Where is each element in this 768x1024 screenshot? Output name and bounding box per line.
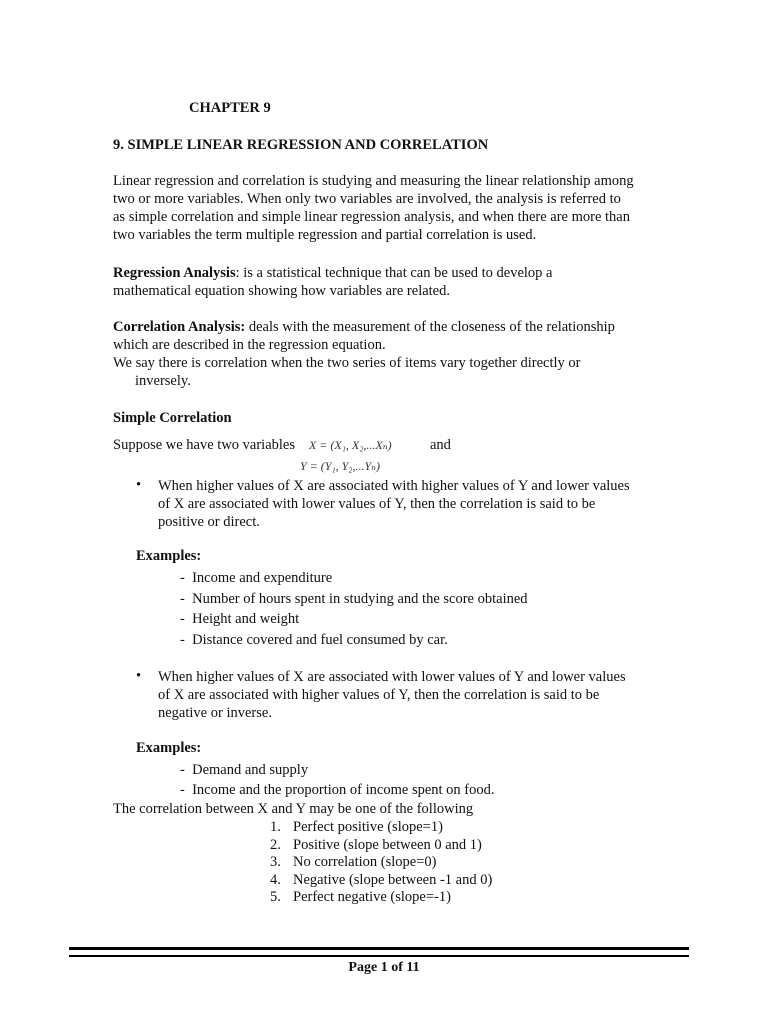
list-item: Perfect negative (slope=-1) (293, 889, 451, 905)
intro-line: two or more variables. When only two variables are involved, the analysis is referred to (113, 191, 621, 207)
list-number: 2. (270, 836, 281, 853)
example-item: Height and weight (192, 611, 300, 627)
types-intro: The correlation between X and Y may be one of the following (113, 801, 474, 817)
intro-line: as simple correlation and simple linear regression analysis, and when there are more than (113, 209, 630, 225)
example-item: Income and expenditure (192, 570, 333, 586)
positive-line: When higher values of X are associated with higher values of Y and lower values (158, 478, 630, 494)
example-item: Income and the proportion of income spent on food. (192, 782, 495, 798)
regression-text-2: mathematical equation showing how variables are related. (113, 283, 450, 299)
correlation-text: deals with the measurement of the closeness of the relationship (245, 319, 615, 335)
simple-correlation-heading: Simple Correlation (113, 410, 232, 426)
negative-examples (180, 761, 580, 801)
list-item: Negative (slope between -1 and 0) (293, 871, 493, 888)
regression-definition (113, 264, 654, 300)
correlation-term: Correlation Analysis: (113, 319, 246, 335)
footer-rule-thick (69, 947, 689, 950)
examples-label: Examples: (136, 740, 202, 756)
section-title: 9. SIMPLE LINEAR REGRESSION AND CORRELATION (113, 137, 489, 153)
dash-icon: - (180, 631, 193, 648)
list-item: Positive (slope between 0 and 1) (293, 836, 482, 853)
positive-line: positive or direct. (158, 514, 260, 530)
positive-bullet (158, 477, 654, 531)
suppose-text: Suppose we have two variables (113, 437, 296, 453)
list-number: 3. (270, 854, 281, 870)
y-formula: Y = (Y₁, Y₂,...Yₙ) (300, 459, 380, 473)
example-item: Distance covered and fuel consumed by car. (192, 631, 448, 648)
list-number: 4. (270, 871, 281, 888)
dash-icon: - (180, 590, 193, 607)
regression-text: : is a statistical technique that can be used to develop a (235, 265, 553, 281)
footer-rule-thin (69, 955, 689, 957)
list-item: No correlation (slope=0) (293, 854, 437, 870)
example-item: Number of hours spent in studying and the score obtained (192, 590, 528, 607)
dash-icon: - (180, 611, 193, 627)
correlation-types-list (270, 818, 570, 908)
correlation-definition (113, 318, 654, 390)
and-text: and (430, 437, 451, 453)
negative-line: of X are associated with higher values of Y, then the correlation is said to be (158, 687, 600, 703)
example-item: Demand and supply (192, 762, 309, 778)
x-formula: X = (X₁, X₂,...Xₙ) (309, 438, 392, 452)
intro-line: Linear regression and correlation is studying and measuring the linear relationship among (113, 173, 634, 189)
dash-icon: - (180, 570, 193, 586)
correlation-text-2: which are described in the regression equation. (113, 337, 386, 353)
positive-line: of X are associated with lower values of Y, then the correlation is said to be (158, 496, 596, 512)
positive-examples (180, 569, 580, 651)
negative-line: negative or inverse. (158, 705, 272, 721)
dash-icon: - (180, 762, 193, 778)
correlation-text-4: inversely. (135, 373, 191, 389)
list-number: 1. (270, 819, 281, 835)
examples-label: Examples: (136, 548, 202, 564)
negative-line: When higher values of X are associated with lower values of Y and lower values (158, 669, 626, 685)
intro-paragraph (113, 172, 654, 244)
list-item: Perfect positive (slope=1) (293, 819, 443, 835)
correlation-text-3: We say there is correlation when the two series of items vary together directly or (113, 355, 581, 371)
bullet-icon: • (136, 477, 142, 493)
dash-icon: - (180, 782, 193, 798)
list-number: 5. (270, 889, 281, 905)
negative-bullet (158, 668, 654, 722)
intro-line: two variables the term multiple regression and partial correlation is used. (113, 227, 537, 243)
regression-term: Regression Analysis (113, 265, 236, 281)
page-number: Page 1 of 11 (348, 960, 420, 975)
chapter-heading: CHAPTER 9 (189, 100, 271, 116)
bullet-icon: • (136, 668, 142, 684)
